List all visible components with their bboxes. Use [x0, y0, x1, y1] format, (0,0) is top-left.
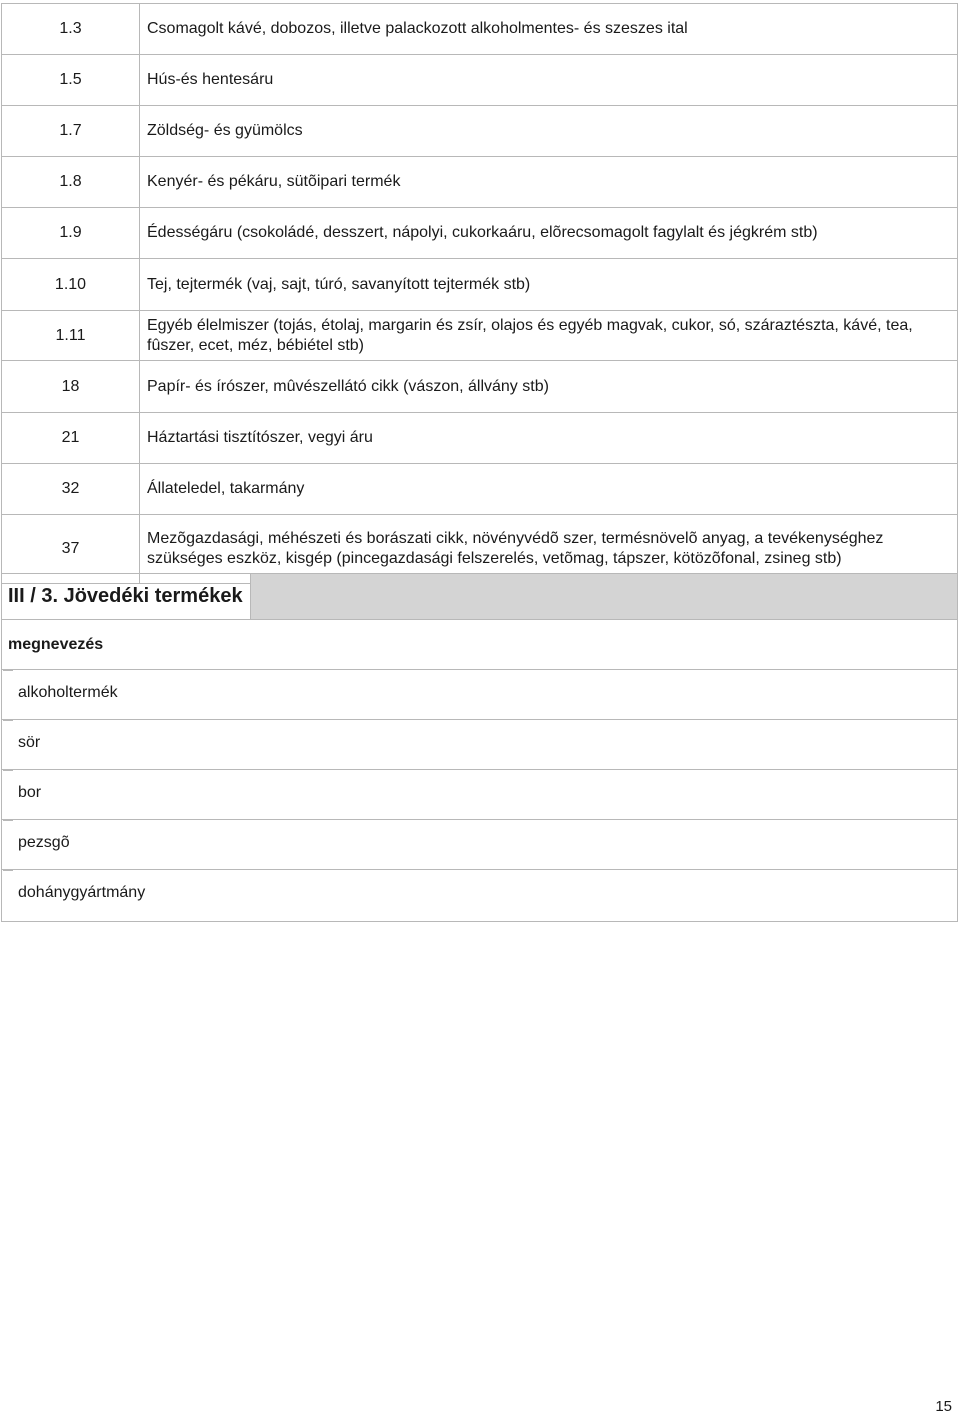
- item-label: bor: [18, 784, 42, 801]
- row-code: 1.10: [2, 259, 140, 310]
- column-header: megnevezés: [8, 636, 104, 653]
- table-row: [2, 4, 957, 55]
- row-marker: [3, 870, 13, 871]
- list-item: [2, 670, 957, 720]
- table-row: [2, 464, 957, 515]
- list-item: [2, 870, 957, 921]
- table-row: [2, 311, 957, 361]
- row-name: Háztartási tisztítószer, vegyi áru: [147, 429, 373, 446]
- row-name: Tej, tejtermék (vaj, sajt, túró, savanyított tejtermék stb): [147, 275, 531, 293]
- table-row: [2, 361, 957, 413]
- list-item: [2, 820, 957, 870]
- table-row: [2, 259, 957, 311]
- row-code: 1.5: [2, 55, 140, 105]
- row-code: 1.7: [2, 106, 140, 156]
- row-code: 1.8: [2, 157, 140, 207]
- row-code: 21: [2, 413, 140, 463]
- row-name: Papír- és írószer, mûvészellátó cikk (vászon, állvány stb): [147, 377, 549, 395]
- row-code: 1.9: [2, 208, 140, 258]
- row-name: Mezõgazdasági, méhészeti és borászati cikk, növényvédõ szer, termésnövelõ anyag, a tevékenységhez szükséges eszköz, kisgép (pincegazdasági felszerelés, vetõmag, tápszer, kötözõfonal, zsineg stb): [147, 530, 884, 567]
- row-code: 1.11: [2, 311, 140, 360]
- row-code: 32: [2, 464, 140, 514]
- row-name: Csomagolt kávé, dobozos, illetve palackozott alkoholmentes- és szeszes ital: [147, 20, 688, 37]
- row-name: Édességáru (csokoládé, desszert, nápolyi, cukorkaáru, elõrecsomagolt fagylalt és jégkrém stb): [147, 224, 818, 241]
- excise-products-table: [1, 619, 958, 922]
- list-item: [2, 770, 957, 820]
- section-header: [1, 573, 958, 619]
- row-name: Kenyér- és pékáru, sütõipari termék: [147, 173, 401, 190]
- item-label: sör: [18, 734, 41, 751]
- row-name: Zöldség- és gyümölcs: [147, 122, 303, 139]
- page-number: 15: [935, 1398, 952, 1415]
- row-code: 18: [2, 361, 140, 412]
- table-row: [2, 106, 957, 157]
- header-shading: [250, 574, 957, 619]
- row-code: 1.3: [2, 4, 140, 54]
- row-name: Állateledel, takarmány: [147, 480, 305, 497]
- section-title: III / 3. Jövedéki termékek: [8, 585, 243, 607]
- row-code: 37: [2, 515, 140, 583]
- item-label: dohánygyártmány: [18, 884, 146, 901]
- goods-table: [1, 3, 958, 584]
- list-item: [2, 720, 957, 770]
- item-label: alkoholtermék: [18, 684, 118, 701]
- row-marker: [3, 670, 13, 671]
- row-marker: [3, 820, 13, 821]
- row-marker: [3, 770, 13, 771]
- column-header-row: [2, 620, 957, 670]
- row-marker: [3, 720, 13, 721]
- table-row: [2, 55, 957, 106]
- item-label: pezsgõ: [18, 834, 70, 851]
- table-row: [2, 208, 957, 259]
- table-row: [2, 157, 957, 208]
- row-name: Hús-és hentesáru: [147, 71, 274, 88]
- table-row: [2, 413, 957, 464]
- row-name: Egyéb élelmiszer (tojás, étolaj, margarin és zsír, olajos és egyéb magvak, cukor, só, száraztészta, kávé, tea, fûszer, ecet, méz, bébiétel stb): [147, 316, 913, 354]
